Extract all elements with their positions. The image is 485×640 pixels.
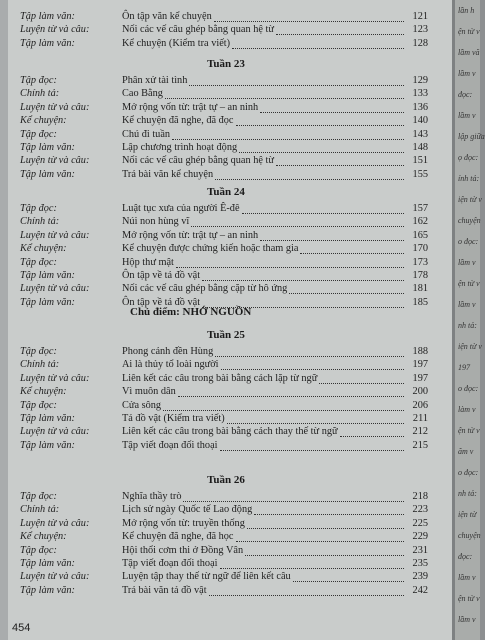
entry-category: Luyện từ và câu: xyxy=(20,517,90,529)
facing-page-fragment: đọc: xyxy=(458,552,473,561)
entry-category: Luyện từ và câu: xyxy=(20,101,90,113)
entry-page: 143 xyxy=(412,128,428,140)
toc-entry xyxy=(0,400,452,413)
facing-page-fragment: iện từ v xyxy=(458,342,482,351)
entry-title: Phân xử tài tình xyxy=(122,75,188,86)
leader-dots xyxy=(165,97,404,99)
toc-entry xyxy=(0,142,452,155)
facing-page-fragment: nh tả: xyxy=(458,489,477,498)
entry-category: Tập đọc: xyxy=(20,491,57,502)
entry-page: 173 xyxy=(412,256,428,268)
toc-entry xyxy=(0,426,452,439)
leader-dots xyxy=(340,435,404,437)
toc-entry xyxy=(0,504,452,517)
toc-entry xyxy=(0,88,452,101)
facing-page-fragment: ính tả: xyxy=(458,174,480,183)
entry-category: Kể chuyện: xyxy=(20,531,67,543)
toc-entry xyxy=(0,440,452,453)
facing-page-fragment: nh tả: xyxy=(458,321,477,330)
leader-dots xyxy=(293,580,404,582)
week-heading: Tuần 25 xyxy=(207,329,245,341)
facing-page-fragment: iện từ v xyxy=(458,195,482,204)
entry-category: Tập làm văn: xyxy=(20,584,75,596)
entry-category: Chính tả: xyxy=(20,359,60,371)
entry-page: 165 xyxy=(412,229,428,241)
entry-category: Chính tả: xyxy=(20,216,60,228)
entry-page: 136 xyxy=(412,101,428,113)
entry-page: 151 xyxy=(412,155,428,167)
toc-entry xyxy=(0,373,452,386)
leader-dots xyxy=(214,20,404,22)
entry-title: Nối các vế câu ghép bằng quan hệ từ xyxy=(122,24,274,36)
entry-page: 148 xyxy=(412,142,428,153)
entry-page: 185 xyxy=(412,296,428,308)
entry-title: Tả đồ vật (Kiểm tra viết) xyxy=(122,413,225,424)
facing-page-fragment: lầm v xyxy=(458,615,476,624)
leader-dots xyxy=(236,540,404,542)
toc-entry xyxy=(0,75,452,88)
entry-category: Luyện từ và câu: xyxy=(20,229,90,241)
entry-page: 197 xyxy=(412,359,428,371)
entry-title: Nối các vế câu ghép bằng quan hệ từ xyxy=(122,155,274,167)
entry-category: Tập làm văn: xyxy=(20,168,75,180)
facing-page-fragment: lầm v xyxy=(458,573,476,582)
entry-page: 178 xyxy=(412,270,428,281)
toc-entry xyxy=(0,270,452,283)
leader-dots xyxy=(191,225,404,227)
leader-dots xyxy=(236,124,404,126)
entry-category: Tập làm văn: xyxy=(20,270,75,281)
entry-page: 155 xyxy=(412,168,428,180)
entry-category: Luyện từ và câu: xyxy=(20,426,90,438)
facing-page-fragment: ọ đọc: xyxy=(458,153,479,162)
toc-entry xyxy=(0,169,452,182)
leader-dots xyxy=(163,409,404,411)
entry-title: Ai là thủy tổ loài người xyxy=(122,359,219,371)
entry-title: Nối các vế câu ghép bằng cặp từ hô ứng xyxy=(122,283,288,295)
entry-title: Phong cảnh đền Hùng xyxy=(122,346,214,357)
entry-page: 218 xyxy=(412,491,428,502)
leader-dots xyxy=(254,513,404,515)
entry-title: Hộp thư mật xyxy=(122,256,174,268)
entry-title: Mở rộng vốn từ: trật tự – an ninh xyxy=(122,101,259,113)
leader-dots xyxy=(239,151,404,153)
facing-page-fragment: chuyện xyxy=(458,216,481,225)
entry-page: 212 xyxy=(412,426,428,438)
theme-heading: Chủ điểm: NHỚ NGUỒN xyxy=(130,306,252,318)
toc-entry xyxy=(0,413,452,426)
entry-page: 181 xyxy=(412,283,428,295)
entry-title: Luyện tập thay thế từ ngữ để liên kết câu xyxy=(122,571,291,583)
entry-category: Kể chuyện: xyxy=(20,115,67,127)
entry-title: Núi non hùng vĩ xyxy=(122,216,190,228)
leader-dots xyxy=(300,252,404,254)
toc-entry xyxy=(0,102,452,115)
leader-dots xyxy=(202,279,404,281)
toc-entry xyxy=(0,129,452,142)
toc-entry xyxy=(0,491,452,504)
toc-entry xyxy=(0,230,452,243)
entry-title: Tập viết đoạn đối thoại xyxy=(122,439,218,451)
entry-title: Chú đi tuần xyxy=(122,128,171,140)
entry-page: 231 xyxy=(412,544,428,556)
toc-entry xyxy=(0,155,452,168)
facing-page-fragment: lầm v xyxy=(458,69,476,78)
entry-title: Cửa sông xyxy=(122,399,162,411)
leader-dots xyxy=(245,554,404,556)
leader-dots xyxy=(260,239,404,241)
entry-category: Tập làm văn: xyxy=(20,558,75,569)
facing-page-fragment: lầm v xyxy=(458,300,476,309)
facing-page-fragment: đọc: xyxy=(458,90,473,99)
toc-entry xyxy=(0,531,452,544)
page-number: 454 xyxy=(12,622,31,634)
entry-title: Tập viết đoạn đối thoại xyxy=(122,558,218,569)
entry-category: Tập đọc: xyxy=(20,544,57,556)
entry-page: 215 xyxy=(412,439,428,451)
leader-dots xyxy=(227,422,404,424)
facing-page-fragment: lầm v xyxy=(458,111,476,120)
leader-dots xyxy=(276,164,404,166)
entry-category: Luyện từ và câu: xyxy=(20,571,90,583)
toc-entry xyxy=(0,346,452,359)
toc-entry xyxy=(0,283,452,296)
entry-category: Tập làm văn: xyxy=(20,37,75,49)
entry-category: Kể chuyện: xyxy=(20,386,67,398)
entry-category: Tập đọc: xyxy=(20,346,57,357)
facing-page-fragment: ện từ v xyxy=(458,426,480,435)
entry-category: Luyện từ và câu: xyxy=(20,372,90,384)
entry-category: Tập làm văn: xyxy=(20,413,75,424)
toc-entry xyxy=(0,38,452,51)
entry-title: Ôn tập về tả đồ vật xyxy=(122,296,201,308)
entry-title: Lập chương trình hoạt động xyxy=(122,142,238,153)
entry-title: Kể chuyện (Kiểm tra viết) xyxy=(122,37,231,49)
week-heading: Tuần 23 xyxy=(207,58,245,70)
entry-page: 128 xyxy=(412,37,428,49)
entry-title: Kể chuyện được chứng kiến hoặc tham gia xyxy=(122,243,299,255)
facing-page-fragment: lầm vă xyxy=(458,48,480,57)
toc-entry xyxy=(0,115,452,128)
entry-page: 239 xyxy=(412,571,428,583)
facing-page-fragment: ện từ v xyxy=(458,27,480,36)
facing-page-fragment: o đọc: xyxy=(458,468,479,477)
entry-category: Tập làm văn: xyxy=(20,142,75,153)
toc-entry xyxy=(0,571,452,584)
entry-title: Trả bài văn kể chuyện xyxy=(122,168,214,180)
entry-page: 157 xyxy=(412,203,428,214)
facing-page-fragment: 197 xyxy=(458,363,470,372)
entry-title: Kể chuyện đã nghe, đã học xyxy=(122,531,234,543)
leader-dots xyxy=(276,33,404,35)
leader-dots xyxy=(209,594,404,596)
entry-title: Lịch sử ngày Quốc tế Lao động xyxy=(122,504,253,516)
entry-page: 200 xyxy=(412,386,428,398)
entry-category: Luyện từ và câu: xyxy=(20,155,90,167)
leader-dots xyxy=(319,382,404,384)
toc-entry xyxy=(0,257,452,270)
entry-title: Kể chuyện đã nghe, đã đọc xyxy=(122,115,234,127)
entry-title: Ôn tập văn kể chuyện xyxy=(122,11,212,22)
facing-page-fragment: ãm v xyxy=(458,447,474,456)
leader-dots xyxy=(220,449,404,451)
toc-entry xyxy=(0,11,452,24)
entry-title: Luật tục xưa của người Ê-đê xyxy=(122,203,240,214)
entry-page: 133 xyxy=(412,88,428,100)
entry-page: 170 xyxy=(412,243,428,255)
entry-title: Liên kết các câu trong bài bằng cách lặp từ ngữ xyxy=(122,372,318,384)
entry-page: 123 xyxy=(412,24,428,36)
entry-page: 229 xyxy=(412,531,428,543)
facing-page-fragment: ện từ v xyxy=(458,279,480,288)
leader-dots xyxy=(176,266,404,268)
entry-category: Chính tả: xyxy=(20,88,60,100)
entry-category: Luyện từ và câu: xyxy=(20,24,90,36)
facing-page-fragment: lập giữa xyxy=(458,132,485,141)
entry-category: Tập đọc: xyxy=(20,399,57,411)
entry-category: Tập làm văn: xyxy=(20,11,75,22)
toc-entry xyxy=(0,216,452,229)
entry-category: Tập đọc: xyxy=(20,203,57,214)
week-heading: Tuần 24 xyxy=(207,186,245,198)
facing-page-fragment: làm v xyxy=(458,405,476,414)
entry-title: Mở rộng vốn từ: truyền thống xyxy=(122,517,245,529)
entry-category: Luyện từ và câu: xyxy=(20,283,90,295)
page-edge-shadow xyxy=(452,0,455,640)
leader-dots xyxy=(221,368,404,370)
entry-category: Chính tả: xyxy=(20,504,60,516)
toc-entry xyxy=(0,203,452,216)
leader-dots xyxy=(215,355,404,357)
leader-dots xyxy=(289,292,404,294)
leader-dots xyxy=(178,395,404,397)
entry-category: Tập đọc: xyxy=(20,75,57,86)
facing-page-fragment: chuyện xyxy=(458,531,481,540)
entry-page: 121 xyxy=(412,11,428,22)
entry-title: Cao Bằng xyxy=(122,88,163,100)
entry-page: 140 xyxy=(412,115,428,127)
leader-dots xyxy=(172,138,404,140)
entry-page: 242 xyxy=(412,584,428,596)
leader-dots xyxy=(189,84,404,86)
entry-page: 235 xyxy=(412,558,428,569)
week-heading: Tuần 26 xyxy=(207,474,245,486)
entry-title: Ôn tập về tả đồ vật xyxy=(122,270,201,281)
facing-page-fragment: o đọc: xyxy=(458,237,479,246)
entry-page: 206 xyxy=(412,399,428,411)
facing-page-fragment: lầm v xyxy=(458,258,476,267)
entry-title: Trả bài văn tả đồ vật xyxy=(122,584,207,596)
toc-entry xyxy=(0,518,452,531)
facing-page-edge xyxy=(452,0,485,640)
entry-title: Liên kết các câu trong bài bằng cách thay thế từ ngữ xyxy=(122,426,338,438)
facing-page-fragment: iện từ xyxy=(458,510,477,519)
entry-category: Tập làm văn: xyxy=(20,296,75,308)
entry-title: Vì muôn dân xyxy=(122,386,176,398)
toc-entry xyxy=(0,359,452,372)
facing-page-fragment: o đọc: xyxy=(458,384,479,393)
entry-page: 129 xyxy=(412,75,428,86)
entry-category: Kể chuyện: xyxy=(20,243,67,255)
leader-dots xyxy=(232,47,404,49)
toc-entry xyxy=(0,585,452,598)
leader-dots xyxy=(183,500,404,502)
leader-dots xyxy=(220,567,404,569)
facing-page-fragment: lần h xyxy=(458,6,475,15)
leader-dots xyxy=(215,178,404,180)
entry-page: 197 xyxy=(412,372,428,384)
entry-category: Tập đọc: xyxy=(20,256,57,268)
entry-page: 211 xyxy=(412,413,428,424)
entry-page: 188 xyxy=(412,346,428,357)
toc-entry xyxy=(0,545,452,558)
entry-page: 162 xyxy=(412,216,428,228)
toc-entry xyxy=(0,243,452,256)
leader-dots xyxy=(242,212,404,214)
leader-dots xyxy=(260,111,404,113)
entry-page: 223 xyxy=(412,504,428,516)
toc-entry xyxy=(0,386,452,399)
entry-page: 225 xyxy=(412,517,428,529)
entry-category: Tập làm văn: xyxy=(20,439,75,451)
toc-entry xyxy=(0,24,452,37)
entry-title: Nghĩa thầy trò xyxy=(122,491,182,502)
leader-dots xyxy=(247,527,404,529)
facing-page-fragment: ện từ v xyxy=(458,594,480,603)
entry-category: Tập đọc: xyxy=(20,128,57,140)
entry-title: Hội thổi cơm thi ở Đồng Vân xyxy=(122,544,244,556)
toc-entry xyxy=(0,558,452,571)
entry-title: Mở rộng vốn từ: trật tự – an ninh xyxy=(122,229,259,241)
